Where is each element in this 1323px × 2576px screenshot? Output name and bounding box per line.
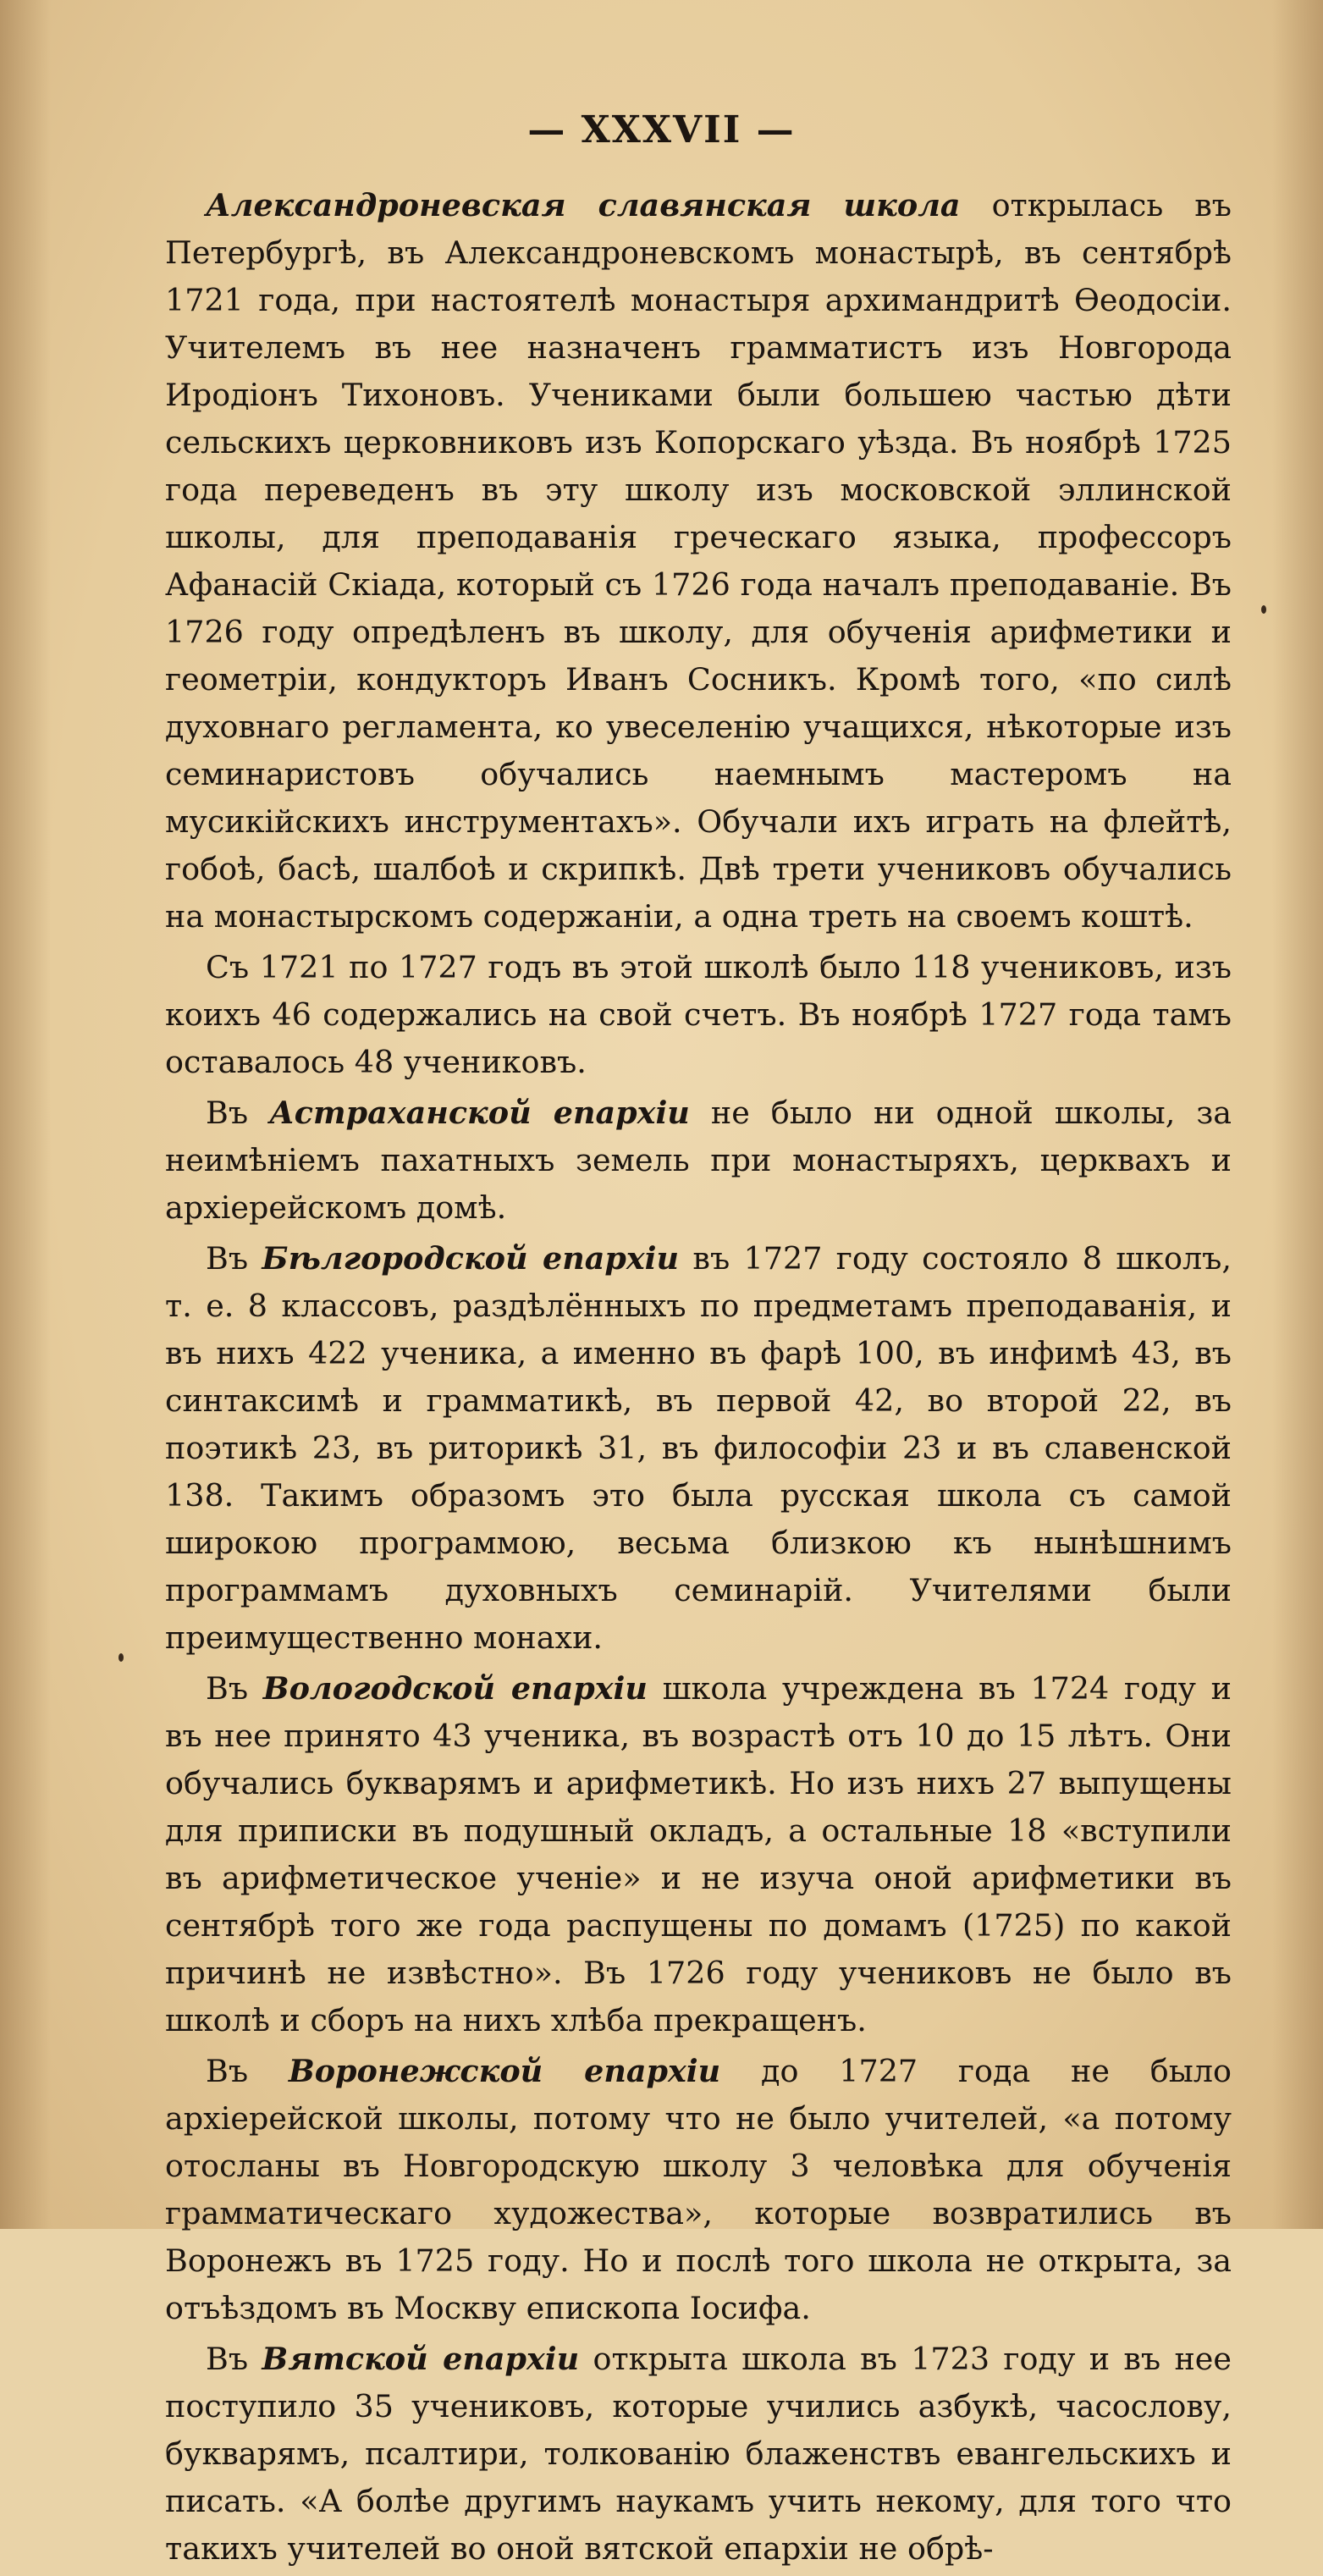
paragraph-lead: Въ <box>206 1095 270 1131</box>
page-edge-shadow-left <box>0 0 51 2229</box>
page-number-header: — XXXVII — <box>527 108 796 152</box>
paragraph-aleksandronevskaya <box>165 182 1232 940</box>
page-edge-shadow-right <box>1272 0 1323 2229</box>
eparchy-name: Вологодской епархіи <box>262 1670 648 1707</box>
body-text <box>165 182 1232 2576</box>
paragraph-vyatka <box>165 2336 1232 2573</box>
paragraph-lead: Въ <box>206 1240 262 1277</box>
paragraph-lead: Въ <box>206 2053 289 2089</box>
paragraph-belgorod <box>165 1235 1232 1662</box>
paragraph-text: до 1727 года не было архіерейской школы, потому что не было учителей, «а потому отосланы въ Новгородскую школу 3 человѣка для обученія грамматическаго художества», которые возвратились въ Воронежъ въ 1725 году. Но и послѣ того школа не открыта, за отъѣздомъ въ Москву епископа Іосифа. <box>165 2053 1232 2326</box>
paragraph-text: не было ни одной школы, за неимѣніемъ пахатныхъ земель при монастыряхъ, церквахъ и архіерейскомъ домѣ. <box>165 1095 1232 1226</box>
ink-speck <box>119 1653 124 1662</box>
paragraph-text: Съ 1721 по 1727 годъ въ этой школѣ было 118 учениковъ, изъ коихъ 46 содержались на свой счетъ. Въ ноябрѣ 1727 года тамъ оставалось 48 учениковъ. <box>165 949 1232 1080</box>
ink-speck <box>1261 605 1266 614</box>
eparchy-name: Астраханской епархіи <box>269 1095 690 1131</box>
paragraph-text: въ 1727 году состояло 8 школъ, т. е. 8 классовъ, раздѣлённыхъ по предметамъ преподаванія, и въ нихъ 422 ученика, а именно въ фарѣ 100, въ инфимѣ 43, въ синтаксимѣ и грамматикѣ, въ первой 42, во второй 22, въ поэтикѣ 23, въ риторикѣ 31, въ философіи 23 и въ славенской 138. Такимъ образомъ это была русская школа съ самой широкою программою, весьма близкою къ нынѣшнимъ программамъ духовныхъ семинарій. Учителями были преимущественно монахи. <box>165 1240 1232 1656</box>
school-name: Александроневская славянская школа <box>206 187 961 223</box>
paragraph-lead: Въ <box>206 1670 263 1707</box>
paragraph-astrakhan <box>165 1089 1232 1232</box>
eparchy-name: Бѣлгородской епархіи <box>262 1240 680 1277</box>
paragraph-voronezh <box>165 2048 1232 2332</box>
paragraph-student-count <box>165 944 1232 1086</box>
paragraph-vologda <box>165 1665 1232 2044</box>
eparchy-name: Воронежской епархіи <box>288 2053 721 2089</box>
paragraph-text: школа учреждена въ 1724 году и въ нее принято 43 ученика, въ возрастѣ отъ 10 до 15 лѣтъ. Они обучались букварямъ и арифметикѣ. Но изъ нихъ 27 выпущены для приписки въ подушный окладъ, а остальные 18 «вступили въ арифметическое ученіе» и не изуча оной арифметики въ сентябрѣ того же года распущены по домамъ (1725) по какой причинѣ не извѣстно». Въ 1726 году учениковъ не было въ школѣ и сборъ на нихъ хлѣба прекращенъ. <box>165 1670 1232 2038</box>
paragraph-text: открылась въ Петербургѣ, въ Александроневскомъ монастырѣ, въ сентябрѣ 1721 года, при настоятелѣ монастыря архимандритѣ Ѳеодосіи. Учителемъ въ нее назначенъ грамматистъ изъ Новгорода Иродіонъ Тихоновъ. Учениками были большею частью дѣти сельскихъ церковниковъ изъ Копорскаго уѣзда. Въ ноябрѣ 1725 года переведенъ въ эту школу изъ московской эллинской школы, для преподаванія греческаго языка, профессоръ Афанасій Скіада, который съ 1726 года началъ преподаваніе. Въ 1726 году опредѣленъ въ школу, для обученія арифметики и геометріи, кондукторъ Иванъ Сосникъ. Кромѣ того, «по силѣ духовнаго регламента, ко увеселенію учащихся, нѣкоторые изъ семинаристовъ обучались наемнымъ мастеромъ на мусикійскихъ инструментахъ». Обучали ихъ играть на флейтѣ, гобоѣ, басѣ, шалбоѣ и скрипкѣ. Двѣ трети учениковъ обучались на монастырскомъ содержаніи, а одна треть на своемъ коштѣ. <box>165 187 1232 935</box>
eparchy-name: Вятской епархіи <box>262 2341 580 2377</box>
paragraph-text: открыта школа въ 1723 году и въ нее поступило 35 учениковъ, которые учились азбукѣ, часослову, букварямъ, псалтири, толкованію блаженствъ евангельскихъ и писать. «А болѣе другимъ наукамъ учить некому, для того что такихъ учителей во оной вятской епархіи не обрѣ- <box>165 2341 1232 2567</box>
paragraph-lead: Въ <box>206 2341 262 2377</box>
